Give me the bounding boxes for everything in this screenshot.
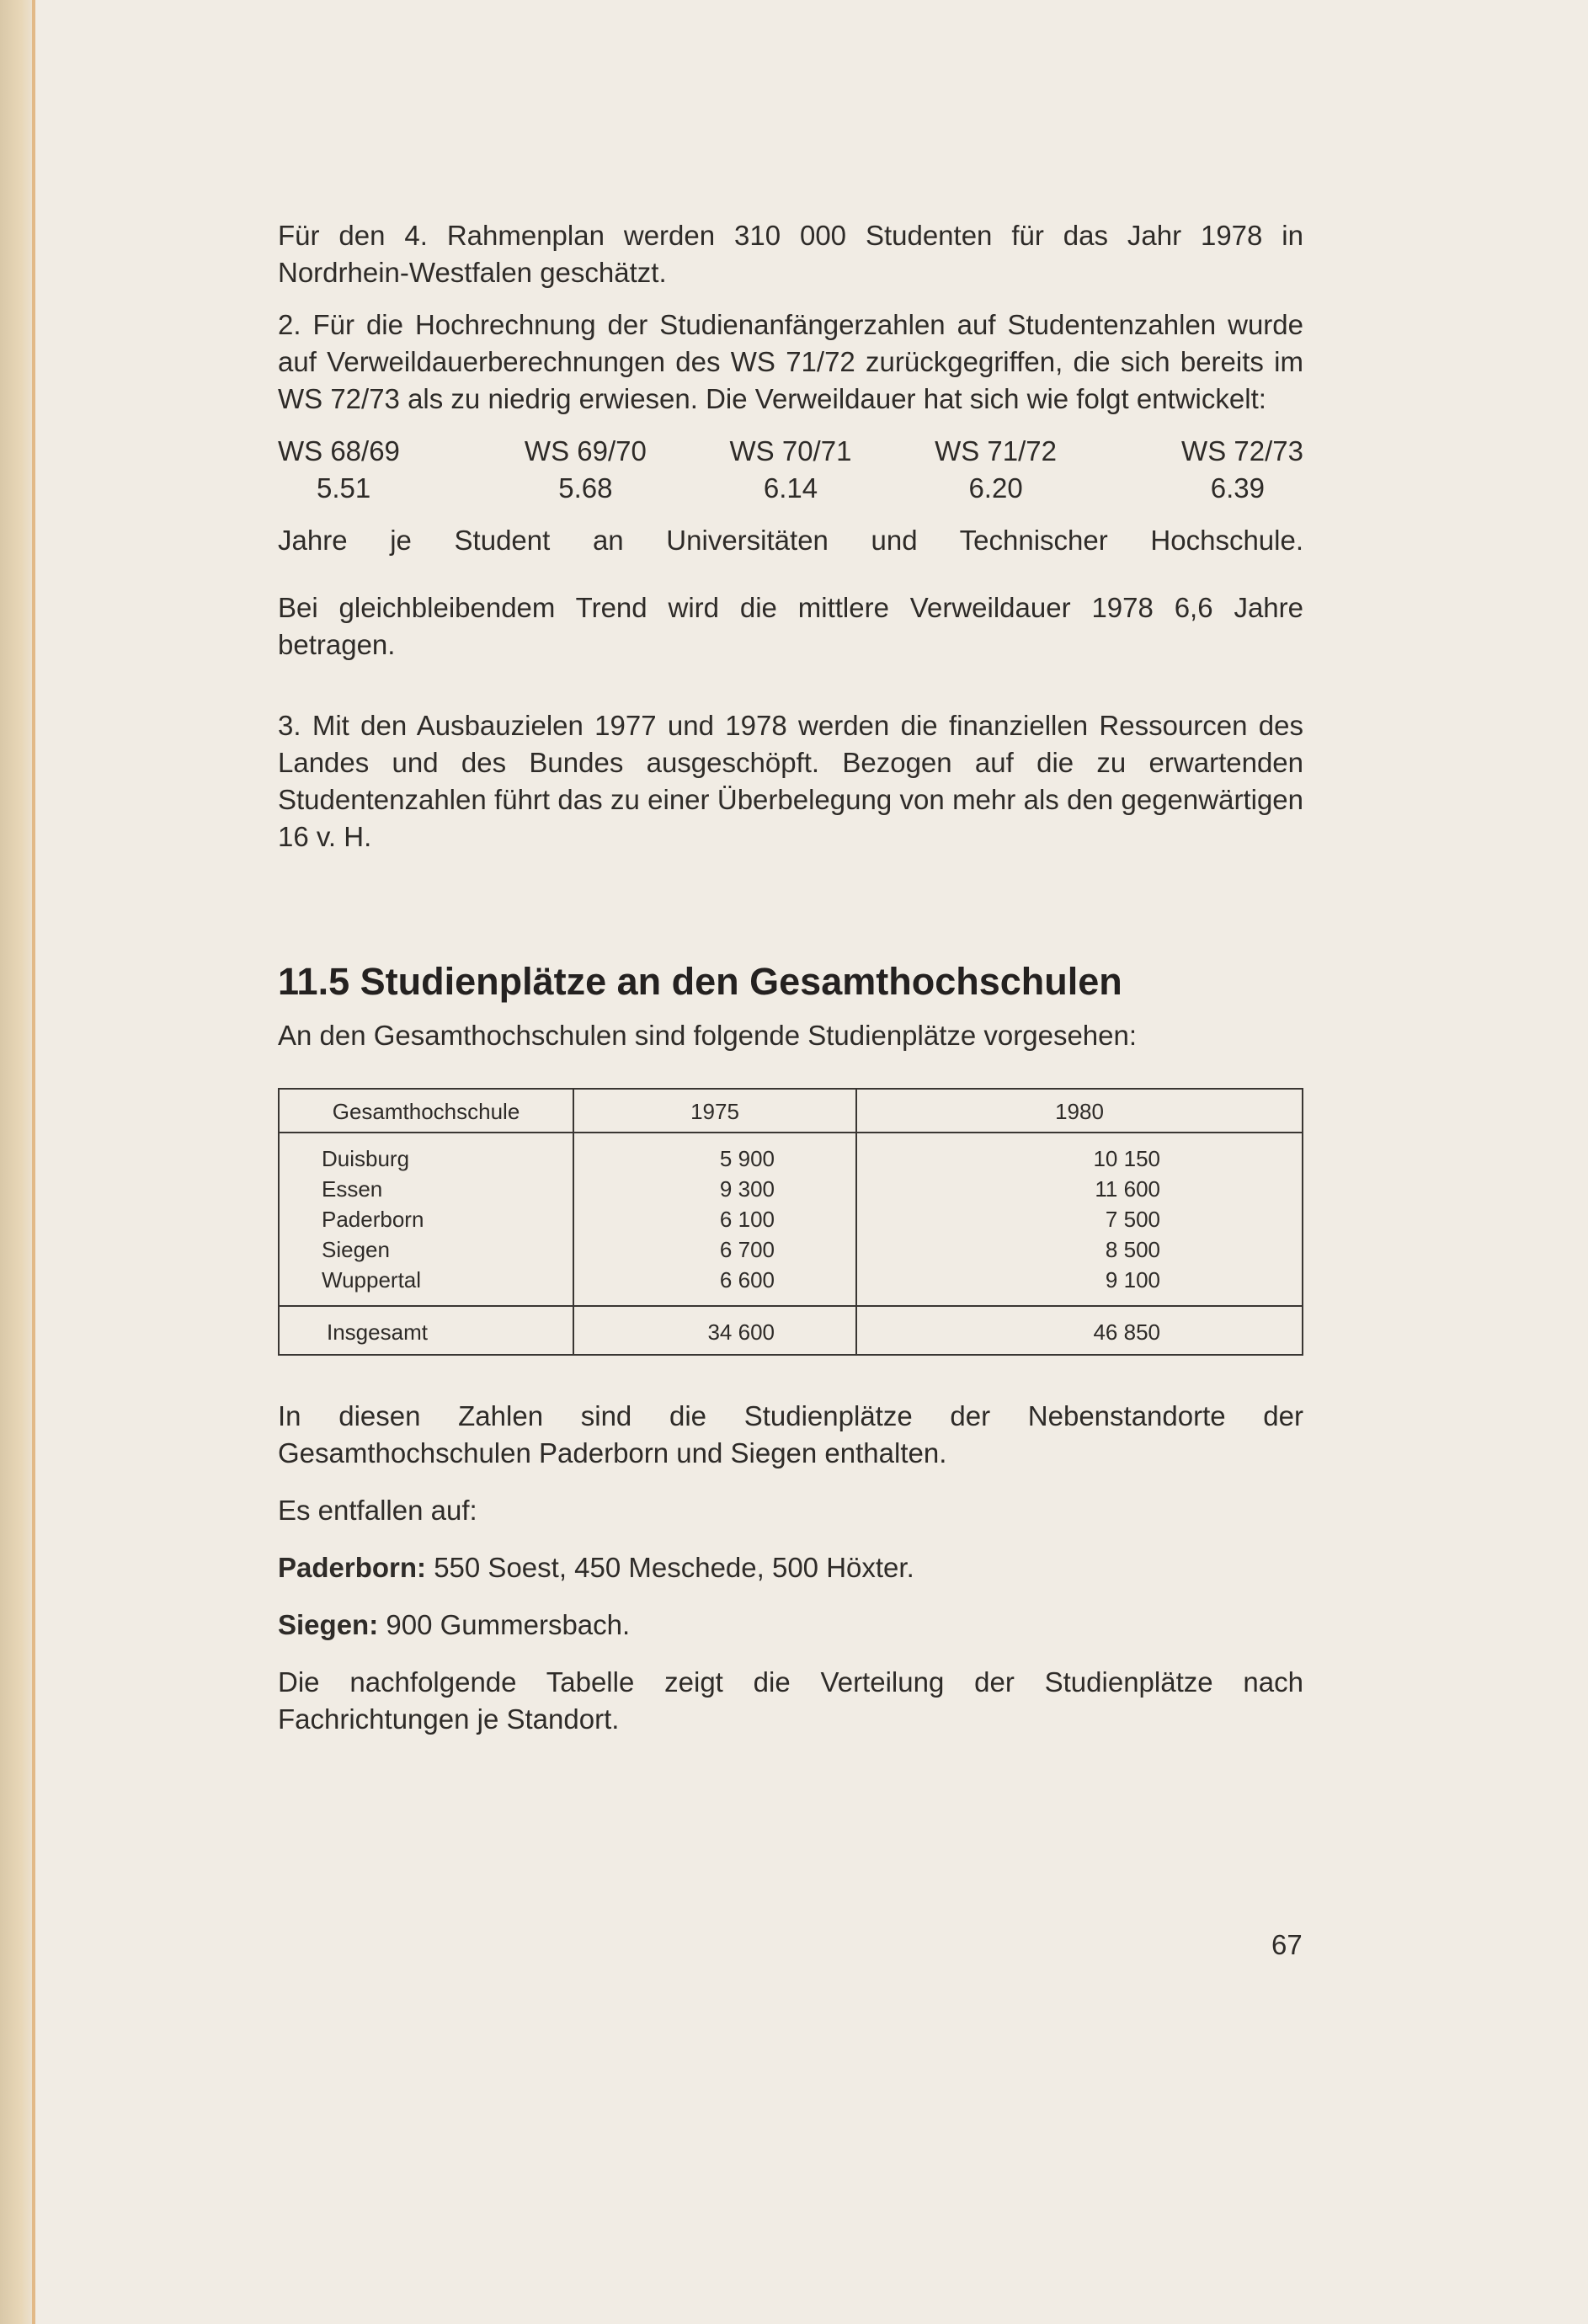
header-1975: 1975: [573, 1089, 856, 1133]
paragraph-paderborn: [278, 1549, 1303, 1586]
paragraph-rahmenplan: Für den 4. Rahmenplan werden 310 000 Studenten für das Jahr 1978 in Nordrhein-Westfalen geschätzt.: [278, 220, 1303, 288]
table-row-1980: 11 600: [1095, 1176, 1160, 1202]
semester-label: WS 71/72: [935, 435, 1058, 466]
total-1980: 46 850: [1093, 1319, 1160, 1345]
table-row-1975: 6 600: [719, 1267, 775, 1293]
verweildauer-table: [278, 433, 1303, 507]
total-1975-cell: [573, 1306, 856, 1355]
table-row-1980: 8 500: [1105, 1237, 1160, 1262]
paragraph-es-entfallen: Es entfallen auf:: [278, 1495, 477, 1526]
table-row-1975: 9 300: [719, 1176, 775, 1202]
header-gesamthochschule: Gesamthochschule: [279, 1089, 573, 1133]
values-1975-cell: [573, 1133, 856, 1306]
semester-label: WS 70/71: [729, 435, 852, 466]
verweildauer-column: [278, 433, 483, 507]
duration-value: 6.20: [968, 472, 1023, 504]
siegen-label: Siegen:: [278, 1609, 379, 1640]
table-row-1980: 10 150: [1093, 1146, 1160, 1171]
paragraph-trend: Bei gleichbleibendem Trend wird die mittlere Verweildauer 1978 6,6 Jahre betragen.: [278, 592, 1303, 660]
semester-label: WS 69/70: [524, 435, 647, 466]
studienplaetze-table: [278, 1088, 1303, 1356]
verweildauer-column: [688, 433, 893, 507]
paragraph-jahre-je-student: Jahre je Student an Universitäten und Technischer Hochschule.: [278, 525, 1303, 556]
table-row-name: Paderborn: [322, 1207, 424, 1232]
semester-label: WS 72/73: [1181, 435, 1303, 466]
table-row-1975: 5 900: [719, 1146, 775, 1171]
total-1975: 34 600: [707, 1319, 775, 1345]
paragraph-ausbauziele: 3. Mit den Ausbauzielen 1977 und 1978 werden die finanziellen Ressourcen des Landes und des Bundes ausgeschöpft. Bezogen auf die zu erwartenden Studentenzahlen führt das zu einer Überbelegung von mehr als den gegenwärtigen 16 v. H.: [278, 710, 1303, 852]
verweildauer-column: [483, 433, 689, 507]
duration-value: 6.14: [763, 472, 818, 504]
table-total-row: [279, 1306, 1303, 1355]
table-row-name: Duisburg: [322, 1146, 410, 1171]
page-binding-edge: [0, 0, 35, 2324]
table-row-1980: 9 100: [1105, 1267, 1160, 1293]
table-row-name: Essen: [322, 1176, 383, 1202]
table-row-name: Wuppertal: [322, 1267, 422, 1293]
header-1980: 1980: [856, 1089, 1303, 1133]
names-cell: [279, 1133, 573, 1306]
paragraph-nachfolgende-tabelle: Die nachfolgende Tabelle zeigt die Verteilung der Studienplätze nach Fachrichtungen je Standort.: [278, 1666, 1303, 1735]
section-heading: 11.5 Studienplätze an den Gesamthochschulen: [278, 960, 1122, 1003]
paragraph-nebenstandorte: In diesen Zahlen sind die Studienplätze der Nebenstandorte der Gesamthochschulen Paderborn und Siegen enthalten.: [278, 1400, 1303, 1468]
page-content: [278, 217, 1303, 1738]
verweildauer-column: [893, 433, 1099, 507]
table-row-name: Siegen: [322, 1237, 390, 1262]
table-body-row: [279, 1133, 1303, 1306]
table-row-1975: 6 700: [719, 1237, 775, 1262]
total-label: Insgesamt: [279, 1306, 573, 1355]
semester-label: WS 68/69: [278, 435, 400, 466]
siegen-text: 900 Gummersbach.: [378, 1609, 631, 1640]
page-binding-line: [32, 0, 35, 2324]
table-row-1980: 7 500: [1105, 1207, 1160, 1232]
verweildauer-column: [1098, 433, 1303, 507]
table-row-1975: 6 100: [719, 1207, 775, 1232]
duration-value: 5.51: [317, 472, 371, 504]
total-1980-cell: [856, 1306, 1303, 1355]
paragraph-siegen: [278, 1607, 1303, 1644]
paragraph-studienplaetze-intro: An den Gesamthochschulen sind folgende Studienplätze vorgesehen:: [278, 1020, 1138, 1051]
paragraph-hochrechnung: 2. Für die Hochrechnung der Studienanfängerzahlen auf Studentenzahlen wurde auf Verweildauerberechnungen des WS 71/72 zurückgegriffen, die sich bereits im WS 72/73 als zu niedrig erwiesen. Die Verweildauer hat sich wie folgt entwickelt:: [278, 309, 1303, 414]
paderborn-label: Paderborn:: [278, 1552, 427, 1583]
table-header-row: [279, 1089, 1303, 1133]
paderborn-text: 550 Soest, 450 Meschede, 500 Höxter.: [426, 1552, 914, 1583]
values-1980-cell: [856, 1133, 1303, 1306]
page-number: 67: [1271, 1929, 1303, 1960]
duration-value: 6.39: [1210, 472, 1265, 504]
duration-value: 5.68: [558, 472, 613, 504]
